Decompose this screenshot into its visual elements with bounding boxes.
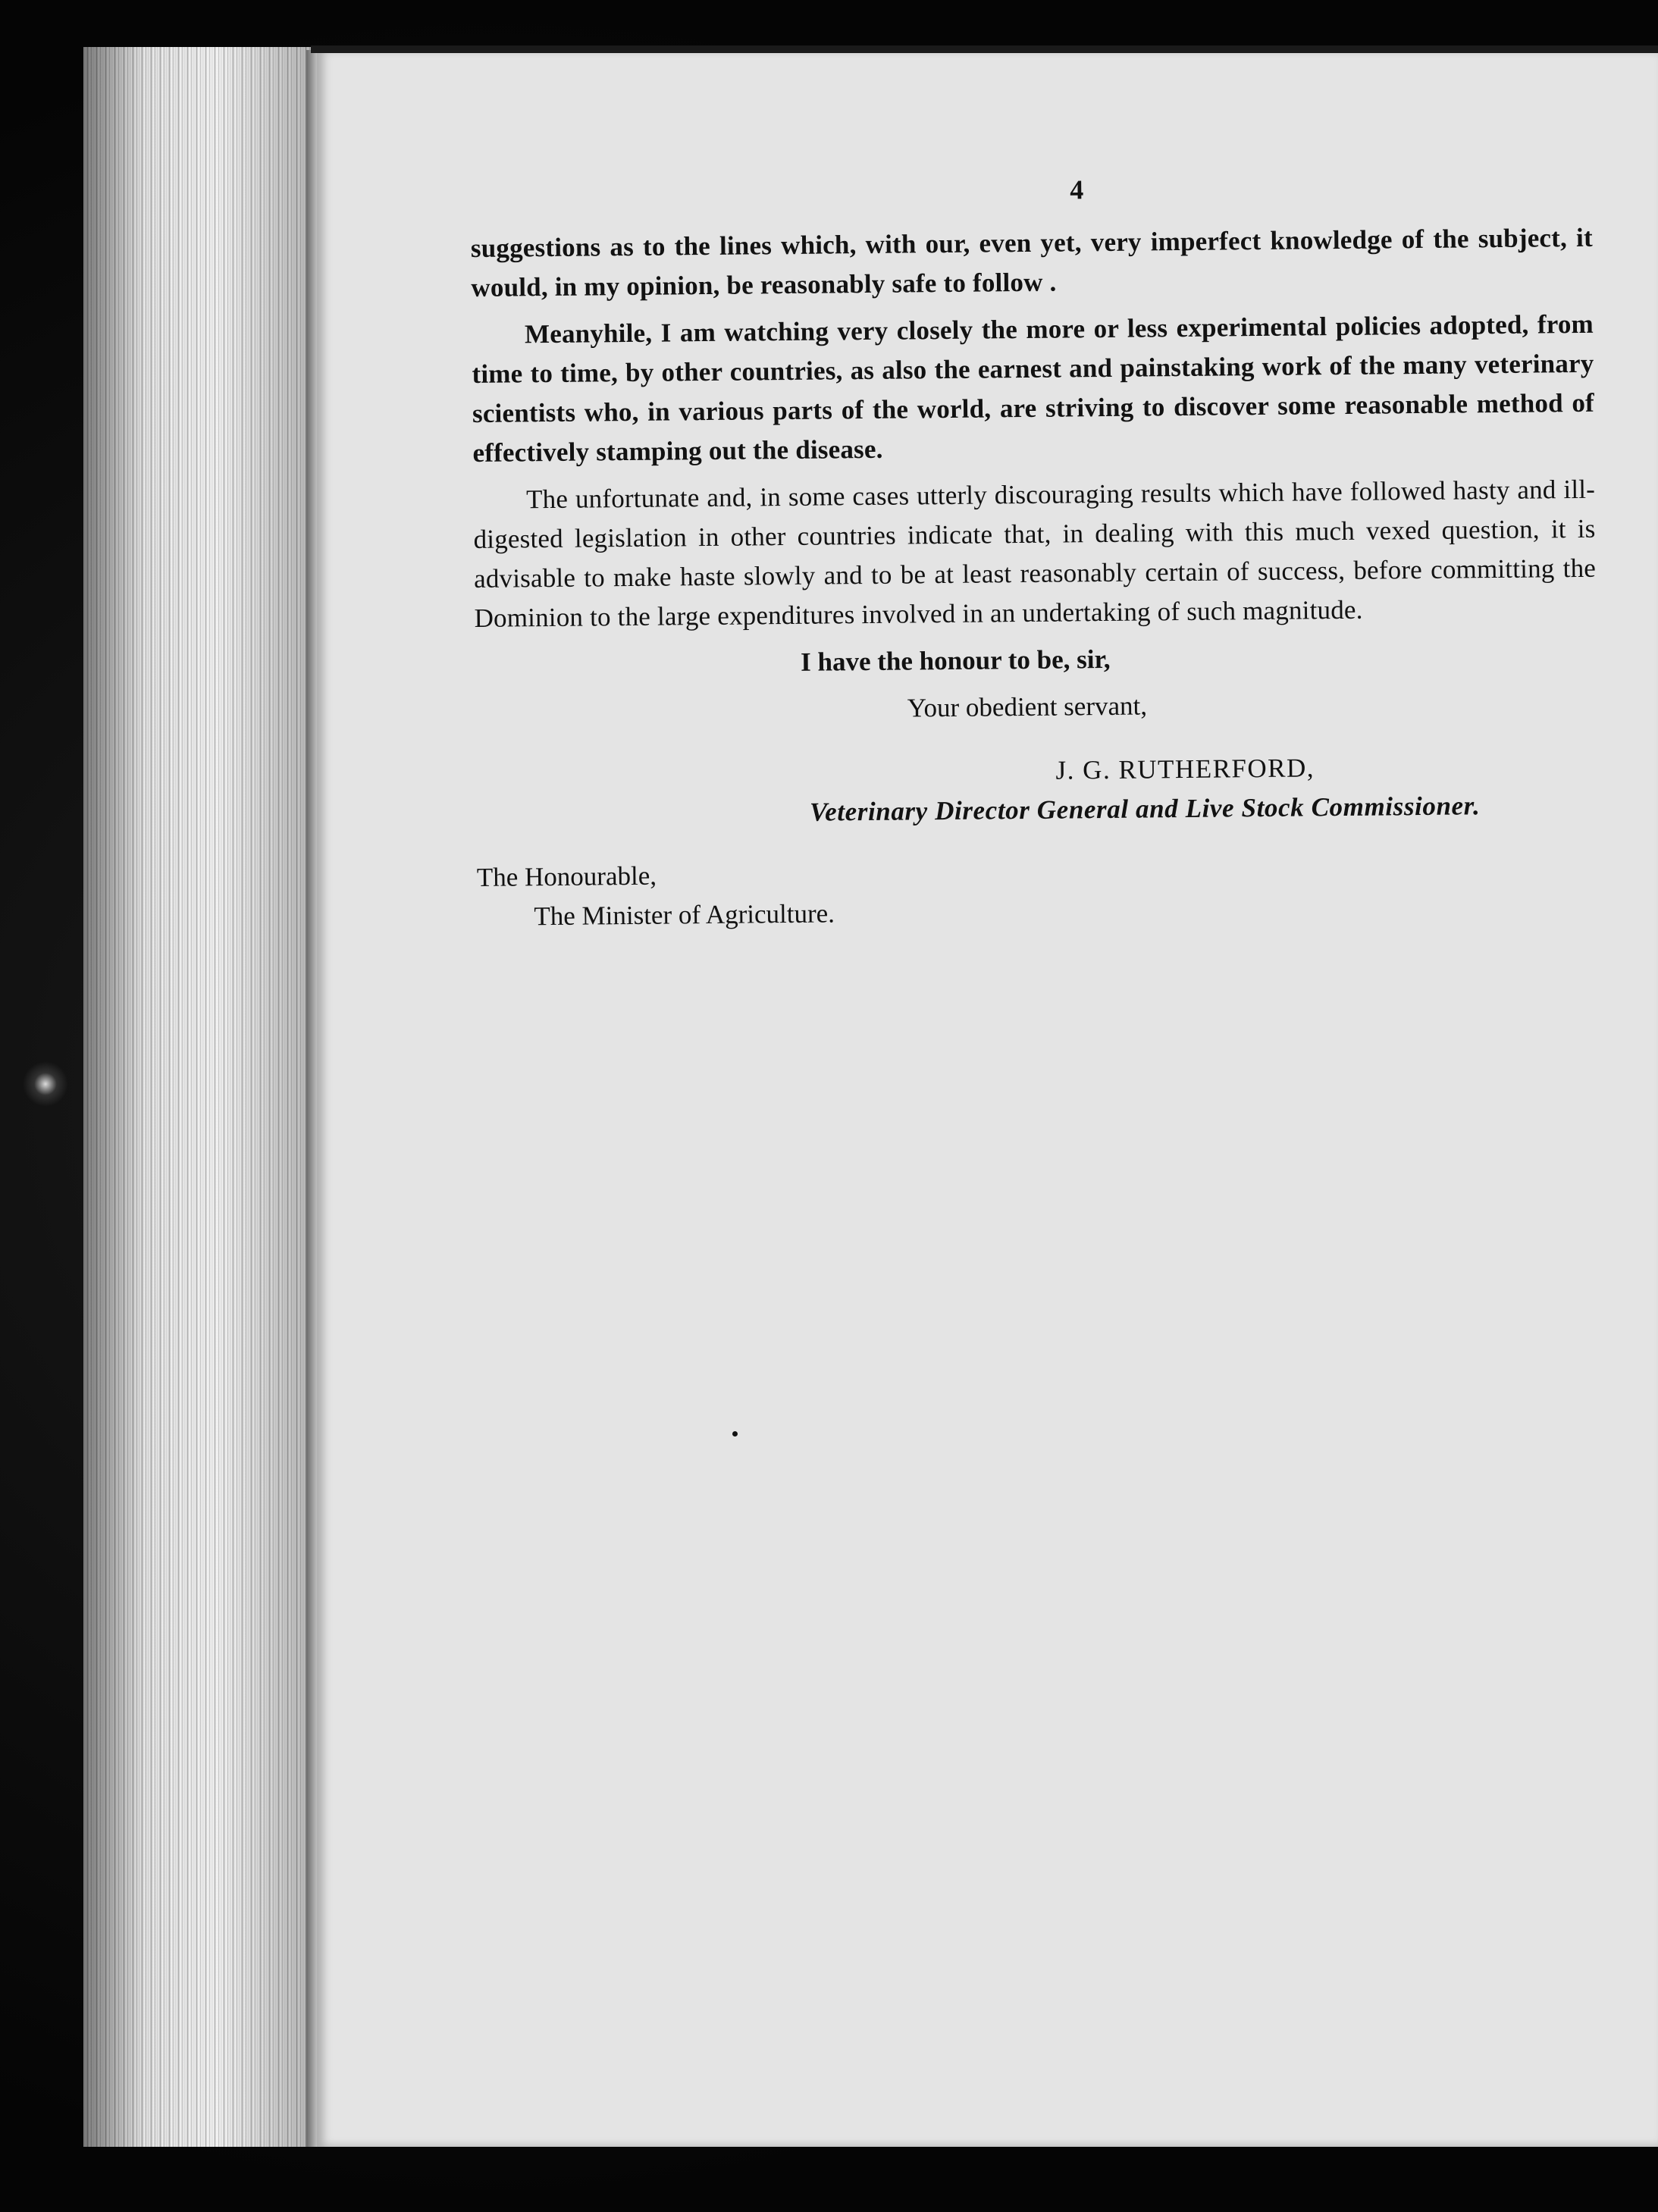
paragraph-policies: Meanyhile, I am watching very closely the more or less experimental policies adopted, from time to time, by other countries, as also the earnest and painstaking work of the many veterinary scientists who, in various parts of the world, are striving to discover some reasonable method of effectively stamping out the disease. — [472, 309, 1595, 468]
closing-honour: I have the honour to be, sir, — [800, 644, 1111, 677]
signature-name: J. G. RUTHERFORD, — [1055, 753, 1315, 785]
page-number: 4 — [1070, 174, 1084, 205]
book-page-edges — [83, 47, 326, 2147]
paragraph-continuation: suggestions as to the lines which, with our, even yet, very imperfect knowledge of the subject, it would, in my opinion, be reasonably safe to follow . — [470, 222, 1594, 302]
addressee-line-1: The Honourable, — [476, 860, 657, 892]
addressee-line-2: The Minister of Agriculture. — [534, 898, 835, 932]
ink-speck — [732, 1431, 738, 1437]
paragraph-legislation: The unfortunate and, in some cases utterly discouraging results which have followed hasty and ill-digested legislation in other countries indicate that, in dealing with this much vexed question, it is advisable to make haste slowly and to be at least reasonably certain of success, before committing the Dominion to the large expenditures involved in an undertaking of such magnitude. — [473, 474, 1597, 633]
light-glare — [23, 1061, 68, 1107]
page-content — [470, 165, 1600, 937]
page-top-edge — [311, 45, 1658, 53]
signature-title: Veterinary Director General and Live Stock Commissioner. — [809, 791, 1481, 827]
closing-servant: Your obedient servant, — [907, 691, 1148, 723]
